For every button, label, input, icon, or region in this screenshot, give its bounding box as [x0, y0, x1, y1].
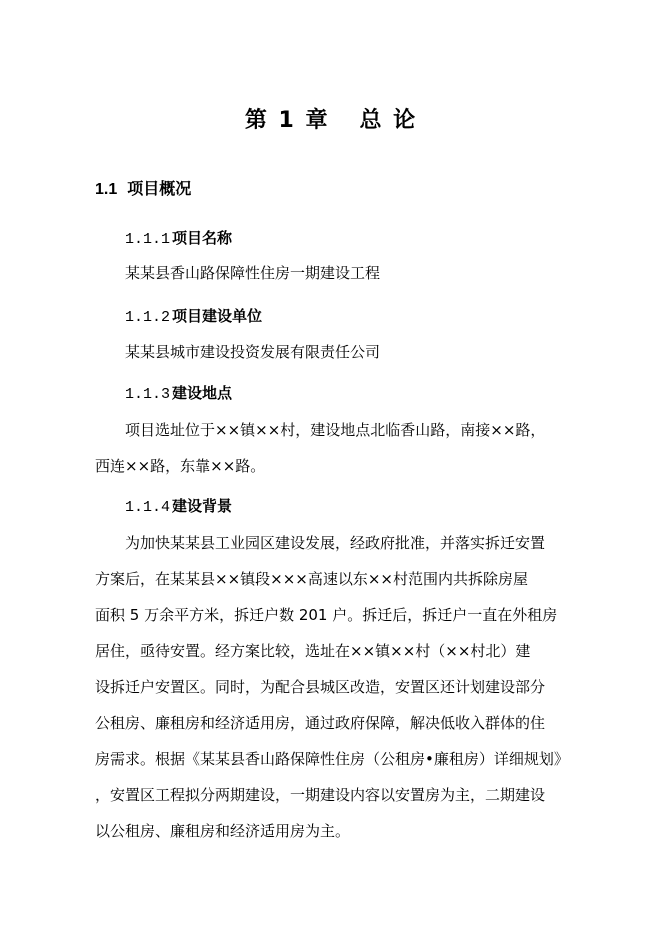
subsection-number: 1.1.4: [125, 499, 171, 516]
section-heading: [95, 176, 191, 199]
paragraph-line: 居住，亟待安置。经方案比较，选址在××镇××村（××村北）建: [95, 642, 531, 660]
paragraph-line: 房需求。根据《某某县香山路保障性住房（公租房•廉租房）详细规划》: [95, 750, 569, 768]
subsection-title: 项目名称: [172, 229, 233, 247]
subsection-heading-site-location: [125, 382, 232, 403]
subsection-heading-construction-unit: [125, 305, 262, 326]
paragraph-line: 设拆迁户安置区。同时，为配合县城区改造，安置区还计划建设部分: [95, 678, 546, 696]
paragraph-site-location: [95, 420, 575, 492]
paragraph-line: ，安置区工程拟分两期建设，一期建设内容以安置房为主，二期建设: [95, 786, 546, 804]
paragraph-project-name: [95, 263, 575, 299]
subsection-number: 1.1.2: [125, 309, 171, 326]
paragraph-line: 项目选址位于××镇××村，建设地点北临香山路，南接××路，: [125, 421, 546, 439]
subsection-title: 建设背景: [172, 497, 233, 515]
paragraph-line: 面积 5 万余平方米，拆迁户数 201 户。拆迁后，拆迁户一直在外租房: [95, 606, 558, 624]
subsection-number: 1.1.1: [125, 231, 171, 248]
subsection-title: 项目建设单位: [172, 307, 263, 325]
paragraph-line: 西连××路，东靠××路。: [95, 457, 266, 475]
subsection-heading-background: [125, 495, 232, 516]
paragraph-line: 公租房、廉租房和经济适用房，通过政府保障，解决低收入群体的住: [95, 714, 546, 732]
paragraph-line: 以公租房、廉租房和经济适用房为主。: [95, 822, 351, 840]
subsection-title: 建设地点: [172, 384, 233, 402]
subsection-number: 1.1.3: [125, 386, 171, 403]
section-number: 1.1: [95, 181, 118, 198]
section-title: 项目概况: [127, 179, 192, 198]
chapter-label: 第 1 章: [244, 108, 330, 133]
paragraph-line: 某某县香山路保障性住房一期建设工程: [125, 264, 381, 282]
chapter-name: 总 论: [359, 108, 418, 133]
paragraph-background: [95, 533, 575, 857]
chapter-title: [0, 103, 662, 134]
paragraph-line: 某某县城市建设投资发展有限责任公司: [125, 343, 381, 361]
paragraph-line: 为加快某某县工业园区建设发展，经政府批准，并落实拆迁安置: [125, 534, 546, 552]
paragraph-construction-unit: [95, 342, 575, 378]
paragraph-line: 方案后，在某某县××镇段×××高速以东××村范围内共拆除房屋: [95, 570, 528, 588]
subsection-heading-project-name: [125, 227, 232, 248]
